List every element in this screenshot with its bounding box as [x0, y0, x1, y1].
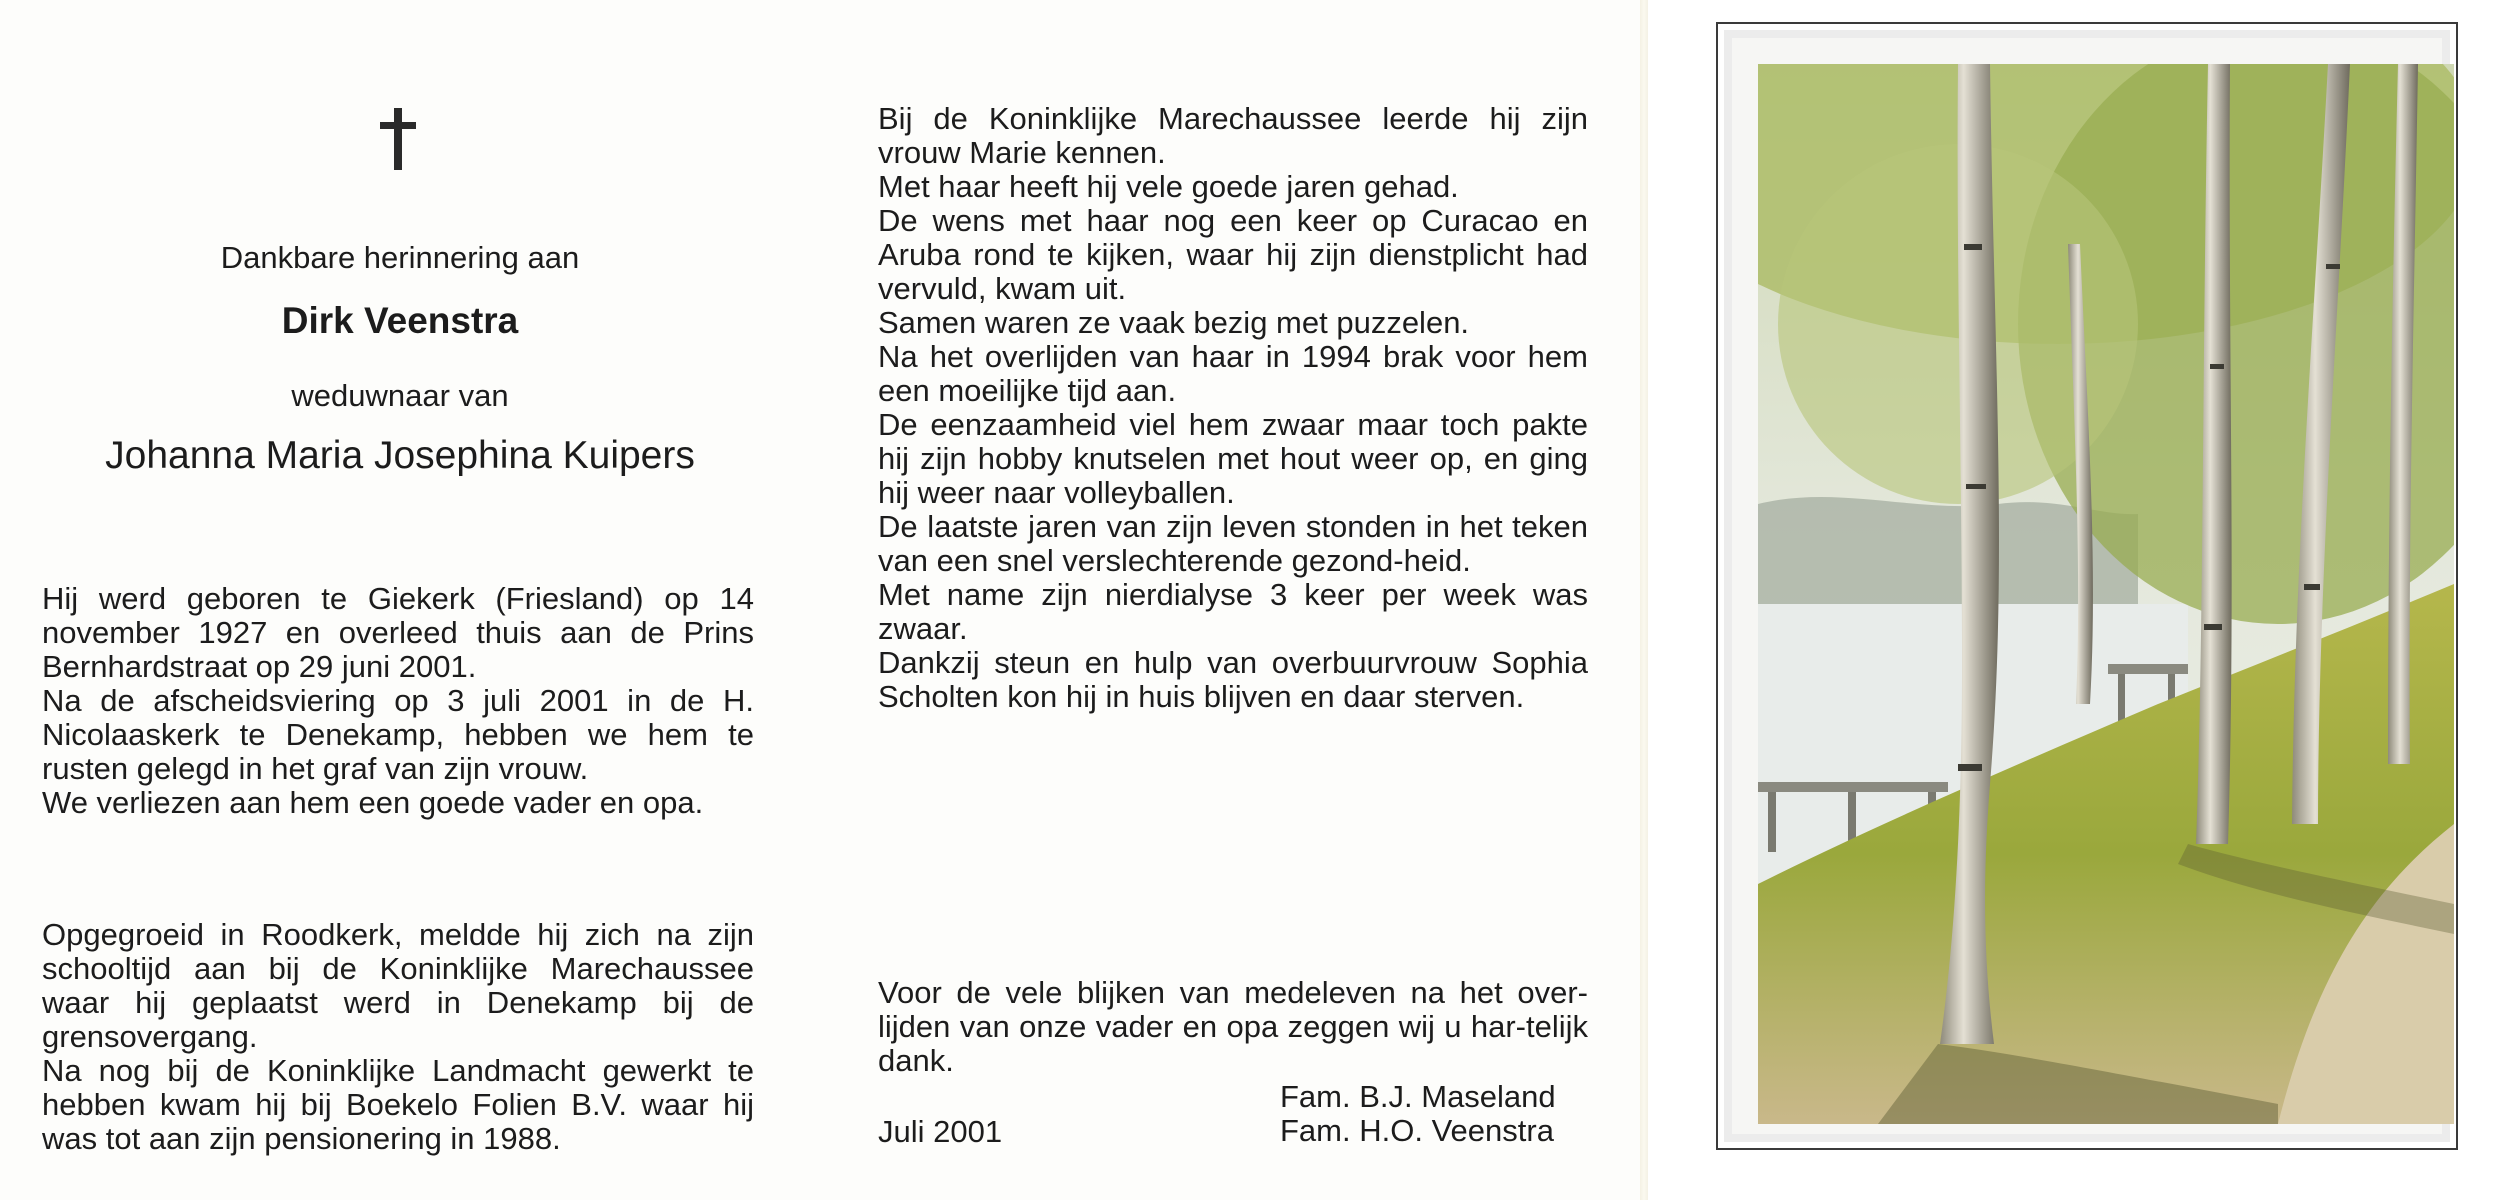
bio-sentence: Na het overlijden van haar in 1994 brak voor hem een moeilijke tijd aan.: [878, 339, 1588, 408]
spouse-name: Johanna Maria Josephina Kuipers: [105, 434, 695, 477]
deceased-name: Dirk Veenstra: [281, 300, 519, 341]
bio-sentence: De laatste jaren van zijn leven stonden in het teken van een snel verslechterende gezond-heid.: [878, 509, 1588, 578]
bio-sentence: Na de afscheidsviering op 3 juli 2001 in de H. Nicolaaskerk te Denekamp, hebben we hem te rusten gelegd in het graf van zijn vrouw.: [42, 683, 754, 786]
bio-sentence: Met name zijn nierdialyse 3 keer per week was zwaar.: [878, 577, 1588, 646]
bio-sentence: Bij de Koninklijke Marechaussee leerde hij zijn vrouw Marie kennen.: [878, 101, 1588, 170]
bio-sentence: De eenzaamheid viel hem zwaar maar toch pakte hij zijn hobby knutselen met hout weer op, en ging hij weer naar volleyballen.: [878, 407, 1588, 510]
bio-sentence: We verliezen aan hem een goede vader en opa.: [42, 785, 704, 820]
thanks-paragraph: [878, 976, 1588, 1078]
biography-paragraph-3: [878, 102, 1588, 714]
card-date: Juli 2001: [878, 1114, 1003, 1149]
bio-sentence: Samen waren ze vaak bezig met puzzelen.: [878, 305, 1470, 340]
thanks-text: Voor de vele blijken van medeleven na het over-lijden van onze vader en opa zeggen wij u har-telijk dank.: [878, 975, 1588, 1078]
bio-sentence: Dankzij steun en hulp van overbuurvrouw Sophia Scholten kon hij in huis blijven en daar sterven.: [878, 645, 1588, 714]
card-fold: [1640, 0, 1648, 1200]
signature-line: Fam. B.J. Maseland: [1280, 1079, 1556, 1114]
biography-paragraph-2: [42, 918, 754, 1156]
dedication-line: Dankbare herinnering aan: [220, 240, 580, 275]
bio-sentence: Na nog bij de Koninklijke Landmacht gewerkt te hebben kwam hij bij Boekelo Folien B.V. waar hij was tot aan zijn pensionering in 1988.: [42, 1053, 754, 1156]
bio-sentence: Hij werd geboren te Giekerk (Friesland) op 14 november 1927 en overleed thuis aan de Prins Bernhardstraat op 29 juni 2001.: [42, 581, 754, 684]
bio-sentence: Opgegroeid in Roodkerk, meldde hij zich na zijn schooltijd aan bij de Koninklijke Marechaussee waar hij geplaatst werd in Denekamp bij de grensovergang.: [42, 917, 754, 1054]
bio-sentence: De wens met haar nog een keer op Curacao en Aruba rond te kijken, waar hij zijn dienstplicht had vervuld, kwam uit.: [878, 203, 1588, 306]
family-signatures: [1280, 1080, 1556, 1148]
cross-icon: [378, 108, 418, 170]
birch-trees-lake-photo: [1758, 64, 2454, 1124]
widow-of-line: weduwnaar van: [291, 378, 509, 413]
biography-paragraph-1: [42, 582, 754, 820]
signature-line: Fam. H.O. Veenstra: [1280, 1113, 1554, 1148]
bio-sentence: Met haar heeft hij vele goede jaren gehad.: [878, 169, 1459, 204]
